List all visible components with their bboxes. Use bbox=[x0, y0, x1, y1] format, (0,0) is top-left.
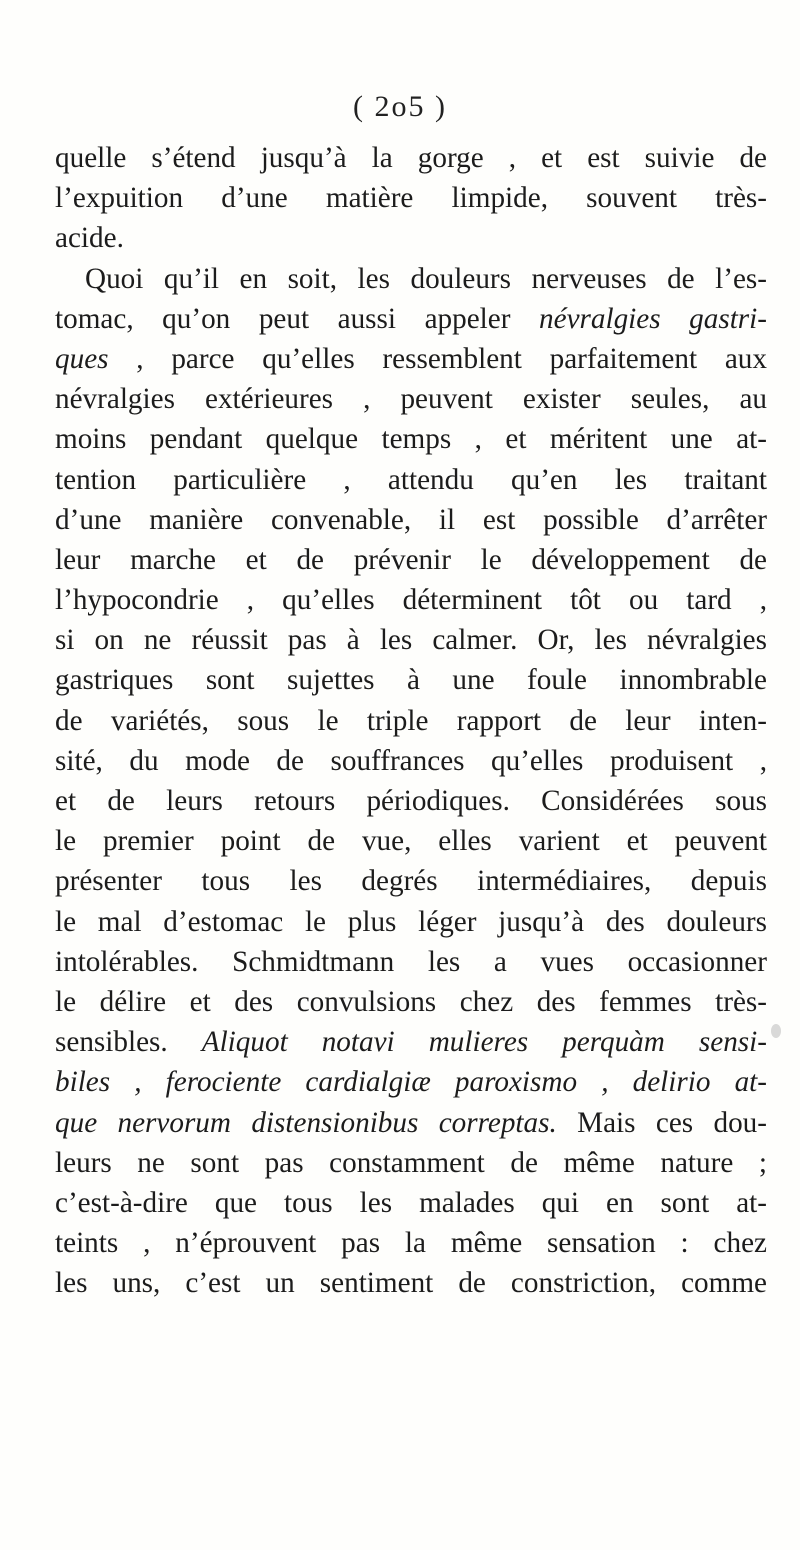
text-line: leurs ne sont pas constamment de même nature ; bbox=[55, 1146, 767, 1179]
text-span: tomac, qu’on peut aussi appeler bbox=[55, 302, 540, 335]
text-line: l’expuition d’une matière limpide, souvent très- bbox=[55, 182, 767, 215]
text-line: d’une manière convenable, il est possible d’arrêter bbox=[55, 503, 767, 536]
text-line bbox=[55, 1103, 767, 1143]
text-line: présenter tous les degrés intermédiaires, depuis bbox=[55, 865, 767, 898]
italic-span: ques bbox=[55, 342, 109, 375]
body-text bbox=[55, 138, 767, 1303]
text-line: c’est-à-dire que tous les malades qui en sont at- bbox=[55, 1186, 767, 1219]
text-line: de variétés, sous le triple rapport de leur inten- bbox=[55, 704, 767, 737]
text-span: , parce qu’elles ressemblent parfaitement aux bbox=[108, 342, 767, 375]
text-line: névralgies extérieures , peuvent exister seules, au bbox=[55, 383, 767, 416]
text-line: quelle s’étend jusqu’à la gorge , et est suivie de bbox=[55, 142, 767, 174]
text-line: gastriques sont sujettes à une foule innombrable bbox=[55, 664, 767, 697]
text-line: si on ne réussit pas à les calmer. Or, les névralgies bbox=[55, 624, 767, 657]
text-line: l’hypocondrie , qu’elles déterminent tôt ou tard , bbox=[55, 584, 767, 617]
text-line: le délire et des convulsions chez des femmes très- bbox=[55, 985, 767, 1018]
text-line bbox=[55, 299, 767, 339]
italic-span: biles , ferociente cardialgiæ paroxismo , delirio at- bbox=[55, 1066, 767, 1099]
text-line: teints , n’éprouvent pas la même sensation : chez bbox=[55, 1227, 767, 1260]
text-line: leur marche et de prévenir le développement de bbox=[55, 543, 767, 576]
text-span: Mais ces dou- bbox=[556, 1106, 767, 1139]
text-line: tention particulière , attendu qu’en les traitant bbox=[55, 463, 767, 496]
italic-span: névralgies gastri- bbox=[539, 302, 767, 335]
text-line bbox=[55, 1062, 767, 1102]
text-line: le premier point de vue, elles varient et peuvent bbox=[55, 825, 767, 858]
text-line: acide. bbox=[55, 222, 124, 255]
text-line: sité, du mode de souffrances qu’elles produisent , bbox=[55, 744, 767, 777]
text-line bbox=[55, 1022, 767, 1062]
text-line: moins pendant quelque temps , et méritent une at- bbox=[55, 423, 767, 456]
text-line: intolérables. Schmidtmann les a vues occasionner bbox=[55, 945, 767, 978]
italic-span: Aliquot notavi mulieres perquàm sensi- bbox=[201, 1026, 767, 1059]
text-line bbox=[55, 339, 767, 379]
text-span: sensibles. bbox=[55, 1026, 202, 1059]
italic-span: que nervorum distensionibus correptas. bbox=[55, 1106, 557, 1139]
paragraph-start-line: Quoi qu’il en soit, les douleurs nerveuses de l’es- bbox=[85, 262, 767, 295]
text-line: les uns, c’est un sentiment de constriction, comme bbox=[55, 1267, 767, 1300]
page-number: ( 2o5 ) bbox=[353, 90, 447, 123]
text-line: le mal d’estomac le plus léger jusqu’à des douleurs bbox=[55, 905, 767, 938]
paper-stain bbox=[771, 1024, 781, 1038]
text-line: et de leurs retours périodiques. Considérées sous bbox=[55, 785, 767, 817]
